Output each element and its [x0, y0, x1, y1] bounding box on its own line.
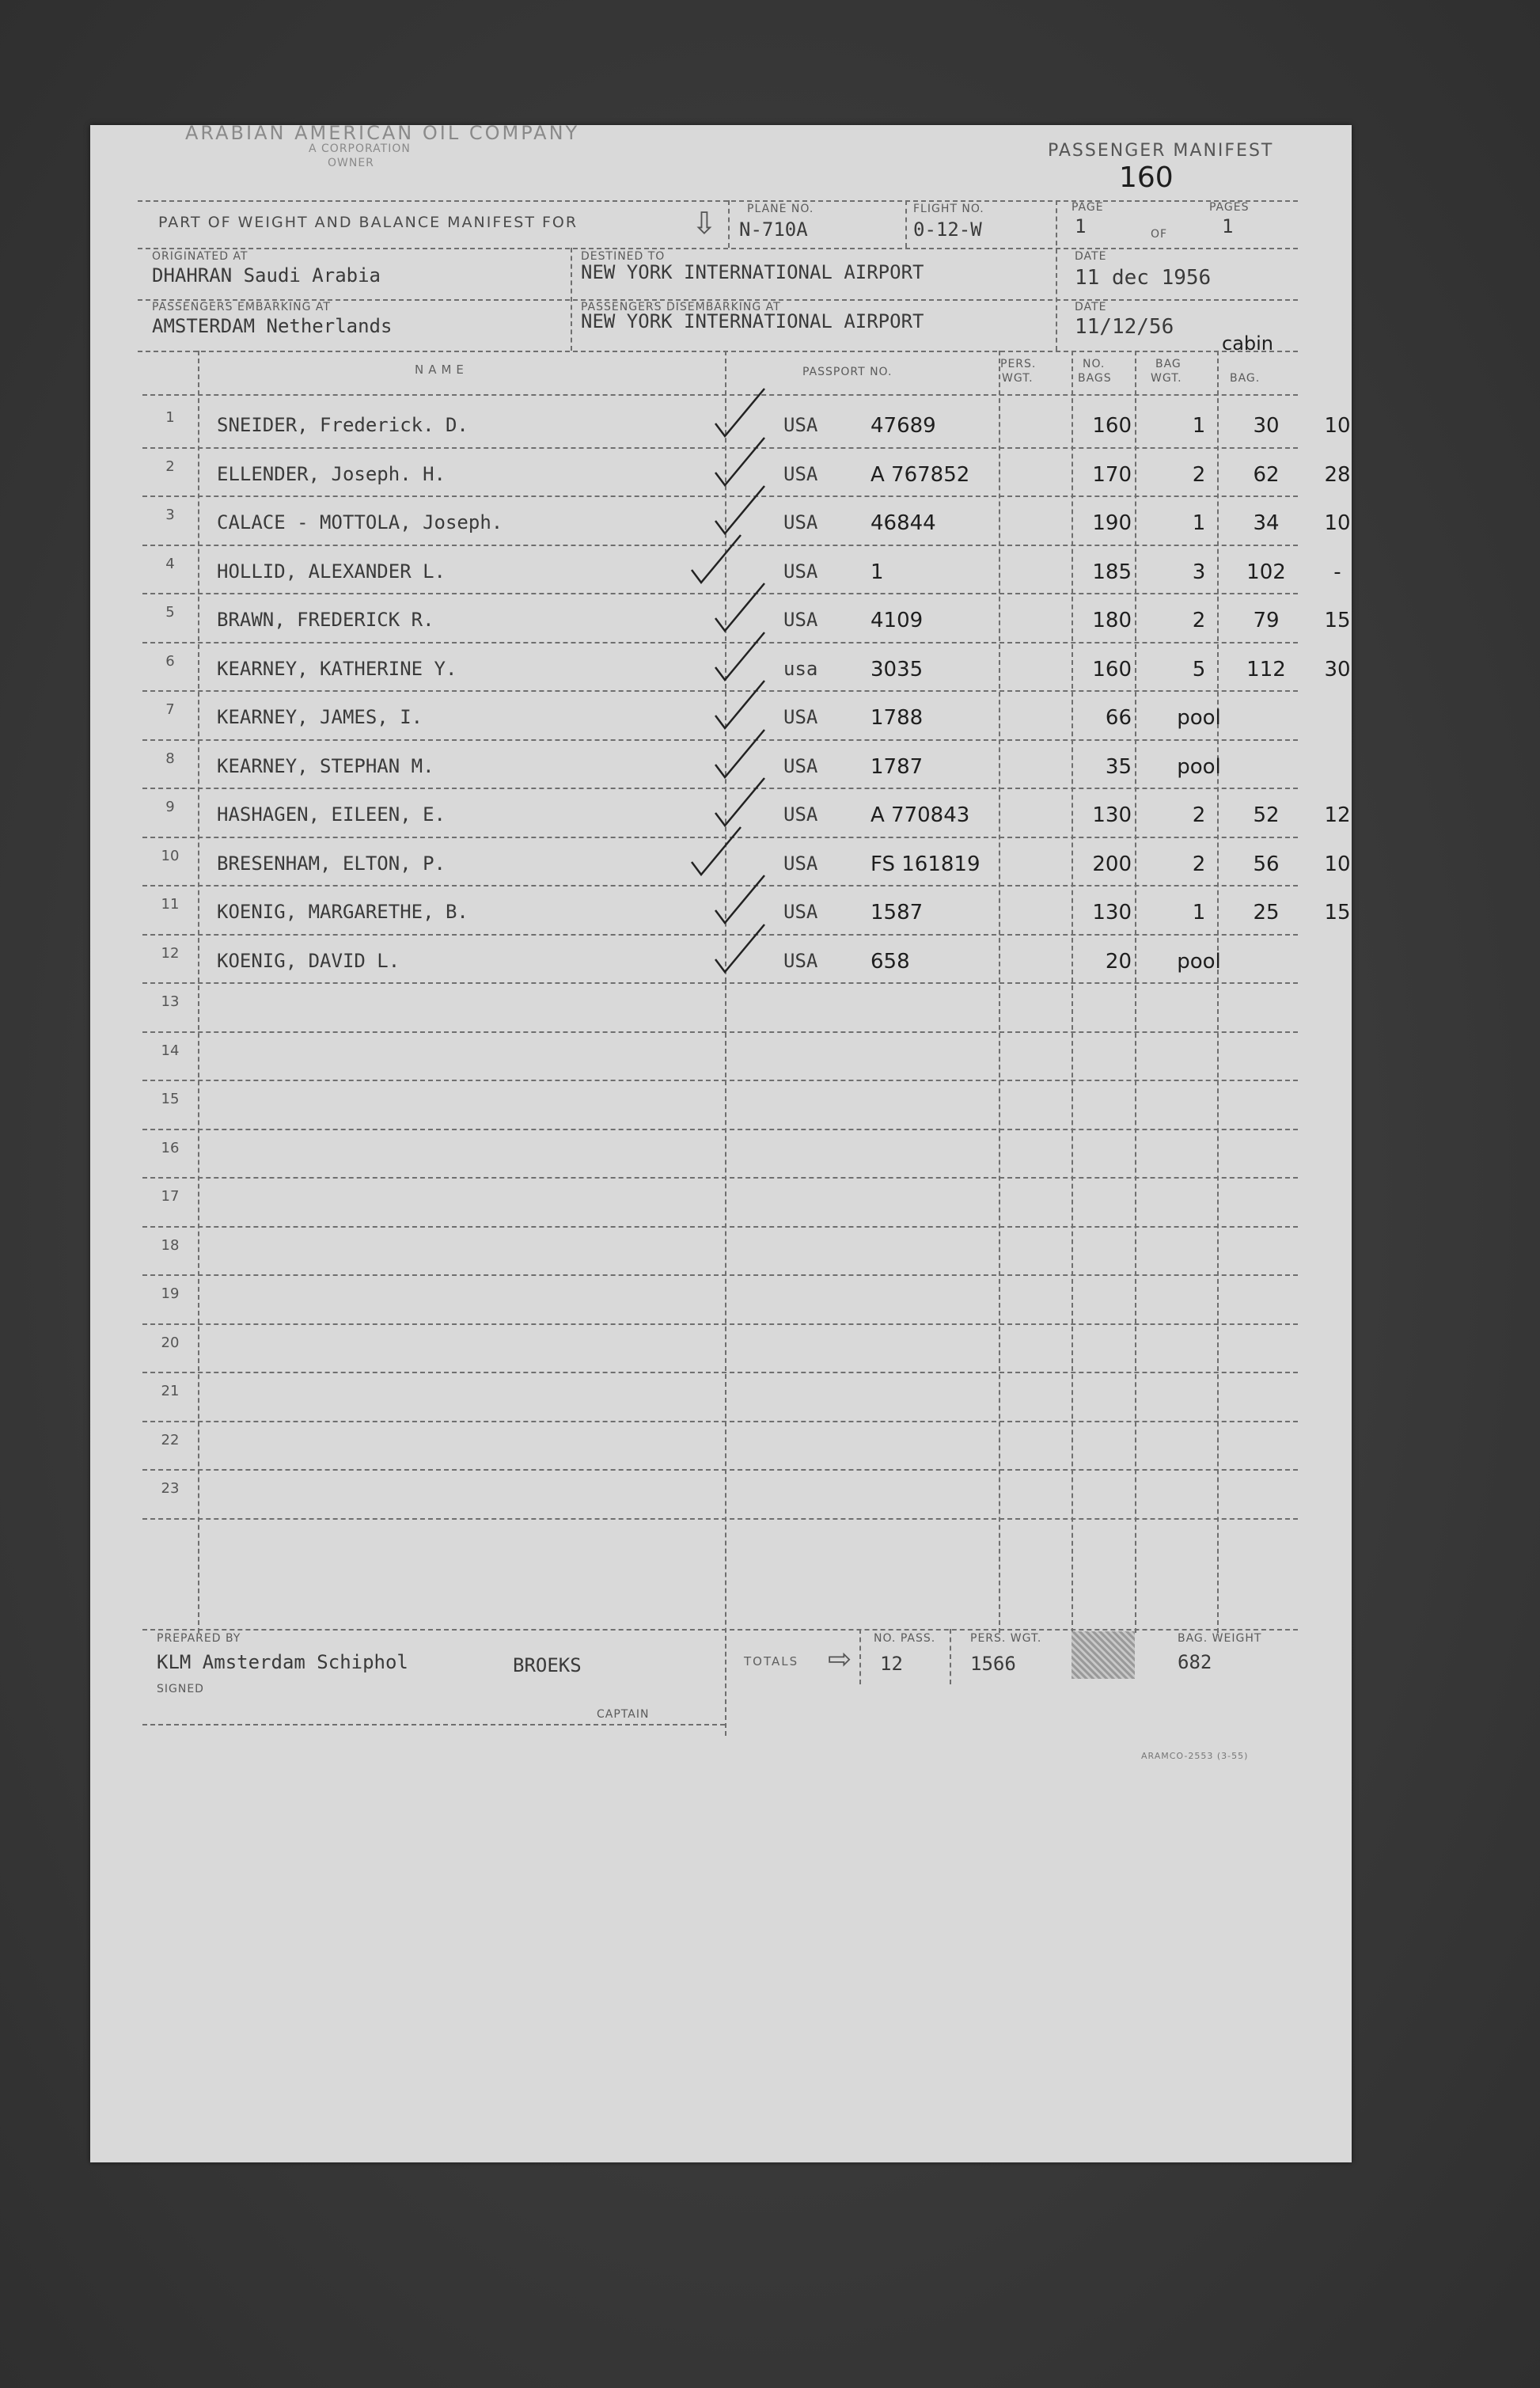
cell-bag-wgt: 25 — [1253, 901, 1280, 924]
cell-bag-wgt: 56 — [1253, 852, 1280, 876]
row-number: 20 — [161, 1334, 180, 1351]
totals-line — [142, 1629, 1298, 1631]
cell-cabin: 30 — [1324, 657, 1351, 681]
cell-passport: A 767852 — [871, 462, 970, 487]
row-number: 15 — [161, 1091, 180, 1107]
cell-bag-wgt: 30 — [1253, 414, 1280, 438]
header-divider — [1056, 200, 1057, 351]
pers-wgt-header-1: PERS. — [1000, 358, 1037, 370]
cell-bags: pool — [1177, 754, 1221, 779]
row-line — [142, 1518, 1298, 1520]
row-number: 11 — [161, 896, 180, 913]
cell-wgt: 20 — [1105, 949, 1132, 974]
cell-bags: 2 — [1192, 803, 1206, 827]
row-number: 2 — [165, 457, 175, 475]
header-line — [138, 248, 1298, 249]
cell-country: USA — [783, 706, 818, 728]
cell-wgt: 170 — [1092, 462, 1132, 487]
cell-name: BRESENHAM, ELTON, P. — [217, 852, 446, 875]
part-of-label: PART OF WEIGHT AND BALANCE MANIFEST FOR — [158, 214, 578, 231]
cell-name: HOLLID, ALEXANDER L. — [217, 560, 446, 583]
table-row — [142, 1274, 1296, 1323]
disembarking-value: NEW YORK INTERNATIONAL AIRPORT — [581, 310, 924, 332]
cell-passport: 1587 — [871, 901, 924, 924]
cell-bags: 1 — [1192, 901, 1206, 924]
row-number: 19 — [161, 1285, 180, 1302]
totals-divider — [950, 1629, 951, 1684]
cell-cabin: - — [1333, 560, 1341, 584]
form-title: PASSENGER MANIFEST — [1048, 141, 1274, 161]
table-row — [142, 1080, 1296, 1129]
cell-wgt: 130 — [1092, 803, 1132, 827]
cell-wgt: 35 — [1105, 754, 1132, 779]
date-value: 11 dec 1956 — [1075, 266, 1212, 290]
cell-bags: 2 — [1192, 609, 1206, 632]
cell-bags: 2 — [1192, 852, 1206, 876]
cell-cabin: 15 — [1324, 609, 1351, 632]
no-pass-value: 12 — [880, 1653, 903, 1675]
agent-name: BROEKS — [513, 1654, 582, 1676]
corporation-label: A CORPORATION — [309, 142, 411, 155]
cell-cabin: 10 — [1324, 852, 1351, 876]
row-number: 22 — [161, 1431, 180, 1448]
pages-label: PAGES — [1209, 201, 1250, 214]
cell-wgt: 66 — [1105, 706, 1132, 730]
cell-cabin: 28 — [1324, 462, 1351, 487]
cell-cabin: 10 — [1324, 414, 1351, 438]
cell-wgt: 160 — [1092, 414, 1132, 438]
cell-name: BRAWN, FREDERICK R. — [217, 609, 434, 631]
checkmark-icon — [712, 923, 768, 980]
cell-name: CALACE - MOTTOLA, Joseph. — [217, 511, 503, 533]
table-row — [142, 1372, 1296, 1421]
cell-bag-wgt: 62 — [1253, 462, 1280, 487]
cell-wgt: 130 — [1092, 901, 1132, 924]
totals-label: TOTALS — [744, 1654, 799, 1669]
row-number: 12 — [161, 944, 180, 962]
cell-bag-wgt: 34 — [1253, 511, 1280, 535]
cell-name: ELLENDER, Joseph. H. — [217, 462, 446, 485]
cell-passport: 1788 — [871, 706, 924, 730]
cell-name: KOENIG, DAVID L. — [217, 949, 400, 972]
cell-country: USA — [783, 901, 818, 923]
row-number: 1 — [165, 409, 175, 426]
row-number: 21 — [161, 1383, 180, 1399]
bag-wgt-header-2: WGT. — [1151, 372, 1182, 385]
flight-label: FLIGHT NO. — [913, 203, 984, 215]
passport-column-header: PASSPORT NO. — [802, 366, 893, 378]
header-divider — [728, 200, 730, 248]
cell-wgt: 190 — [1092, 511, 1132, 535]
cell-passport: 1787 — [871, 754, 924, 779]
row-number: 18 — [161, 1236, 180, 1254]
table-row — [142, 1469, 1296, 1518]
cell-bags: pool — [1177, 949, 1221, 974]
cell-name: SNEIDER, Frederick. D. — [217, 414, 468, 436]
cell-name: KEARNEY, STEPHAN M. — [217, 754, 434, 777]
destined-label: DESTINED TO — [581, 250, 666, 263]
name-column-header: NAME — [415, 363, 468, 377]
bag-column-header: BAG. — [1230, 372, 1261, 385]
cell-country: USA — [783, 511, 818, 533]
table-row — [142, 1323, 1296, 1372]
pages-count: 1 — [1222, 215, 1234, 237]
row-number: 9 — [165, 799, 175, 815]
cell-wgt: 160 — [1092, 657, 1132, 681]
table-row — [142, 1031, 1296, 1080]
table-row — [142, 1421, 1296, 1470]
cell-cabin: 10 — [1324, 511, 1351, 535]
cell-country: USA — [783, 560, 818, 583]
cell-bag-wgt: 52 — [1253, 803, 1280, 827]
signed-label: SIGNED — [157, 1683, 204, 1695]
pers-wgt-total-value: 1566 — [970, 1653, 1016, 1675]
plane-label: PLANE NO. — [747, 203, 814, 215]
cell-passport: 47689 — [871, 414, 936, 438]
row-number: 16 — [161, 1139, 180, 1156]
cell-bags: 1 — [1192, 414, 1206, 438]
cell-bag-wgt: 102 — [1246, 560, 1286, 584]
cell-country: usa — [783, 657, 818, 680]
cell-bag-wgt: 112 — [1246, 657, 1286, 681]
cell-bags: 1 — [1192, 511, 1206, 535]
cell-wgt: 200 — [1092, 852, 1132, 876]
page-number: 1 — [1075, 215, 1087, 237]
row-number: 23 — [161, 1480, 180, 1497]
page-label: PAGE — [1072, 201, 1104, 214]
cell-passport: FS 161819 — [871, 852, 981, 876]
cell-bags: pool — [1177, 706, 1221, 730]
manifest-number: 160 — [1119, 161, 1174, 194]
cell-bags: 2 — [1192, 462, 1206, 487]
cell-country: USA — [783, 949, 818, 972]
embarking-label: PASSENGERS EMBARKING AT — [152, 301, 331, 313]
cell-name: KEARNEY, JAMES, I. — [217, 706, 423, 728]
embarking-value: AMSTERDAM Netherlands — [152, 315, 393, 337]
cell-name: KEARNEY, KATHERINE Y. — [217, 657, 457, 680]
cell-passport: A 770843 — [871, 803, 970, 827]
cell-passport: 3035 — [871, 657, 924, 681]
table-row — [142, 934, 1296, 983]
totals-arrow-icon: ⇨ — [828, 1643, 852, 1676]
cell-wgt: 180 — [1092, 609, 1132, 632]
disembarking-label: PASSENGERS DISEMBARKING AT — [581, 301, 781, 313]
row-number: 6 — [165, 652, 175, 670]
date2-label: DATE — [1075, 301, 1107, 313]
no-bags-header-1: NO. — [1083, 358, 1106, 370]
table-row — [142, 1226, 1296, 1275]
originated-label: ORIGINATED AT — [152, 250, 248, 263]
row-number: 14 — [161, 1042, 180, 1059]
cell-passport: 46844 — [871, 511, 936, 535]
no-bags-header-2: BAGS — [1078, 372, 1112, 385]
form-code: ARAMCO-2553 (3-55) — [1141, 1751, 1249, 1761]
cell-bags: 5 — [1192, 657, 1206, 681]
cell-name: KOENIG, MARGARETHE, B. — [217, 901, 468, 923]
owner-label: OWNER — [328, 157, 374, 169]
cell-country: USA — [783, 852, 818, 875]
pers-wgt-header-2: WGT. — [1002, 372, 1034, 385]
row-number: 17 — [161, 1188, 180, 1205]
bag-weight-total-label: BAG. WEIGHT — [1178, 1632, 1262, 1645]
signature-line — [142, 1724, 725, 1726]
row-number: 10 — [161, 847, 180, 864]
row-number: 3 — [165, 507, 175, 523]
row-number: 13 — [161, 993, 180, 1010]
cell-country: USA — [783, 462, 818, 485]
prepared-by-label: PREPARED BY — [157, 1632, 241, 1645]
cell-wgt: 185 — [1092, 560, 1132, 584]
destined-value: NEW YORK INTERNATIONAL AIRPORT — [581, 261, 924, 283]
date2-value: 11/12/56 — [1075, 315, 1174, 339]
table-row — [142, 1129, 1296, 1178]
flight-number: 0-12-W — [913, 218, 982, 241]
cell-cabin: 15 — [1324, 901, 1351, 924]
bag-wgt-header-1: BAG — [1155, 358, 1182, 370]
date-label: DATE — [1075, 250, 1107, 263]
cell-passport: 4109 — [871, 609, 924, 632]
company-name: ARABIAN AMERICAN OIL COMPANY — [185, 122, 580, 144]
table-row — [142, 982, 1296, 1031]
arrow-icon: ⇩ — [692, 206, 717, 241]
row-number: 5 — [165, 604, 175, 621]
cabin-header: cabin — [1222, 332, 1274, 355]
cell-country: USA — [783, 754, 818, 777]
cell-cabin: 12 — [1324, 803, 1351, 827]
totals-divider — [859, 1629, 861, 1684]
shaded-box — [1072, 1631, 1135, 1679]
captain-label: CAPTAIN — [597, 1708, 650, 1721]
cell-passport: 1 — [871, 560, 884, 584]
cell-bag-wgt: 79 — [1253, 609, 1280, 632]
header-line — [138, 351, 1298, 352]
header-line — [138, 200, 1298, 202]
of-label: OF — [1151, 228, 1168, 241]
header-divider — [571, 248, 572, 351]
cell-country: USA — [783, 803, 818, 826]
no-pass-label: NO. PASS. — [874, 1632, 936, 1645]
row-number: 8 — [165, 750, 175, 767]
header-divider — [905, 200, 907, 248]
row-number: 7 — [165, 701, 175, 718]
cell-name: HASHAGEN, EILEEN, E. — [217, 803, 446, 826]
prepared-by-value: KLM Amsterdam Schiphol — [157, 1651, 408, 1673]
cell-country: USA — [783, 414, 818, 436]
manifest-sheet — [90, 122, 1352, 2162]
pers-wgt-total-label: PERS. WGT. — [970, 1632, 1042, 1645]
table-row — [142, 1177, 1296, 1226]
row-number: 4 — [165, 555, 175, 572]
cell-country: USA — [783, 609, 818, 631]
cell-bags: 3 — [1192, 560, 1206, 584]
plane-number: N-710A — [739, 218, 808, 241]
cell-passport: 658 — [871, 949, 910, 974]
originated-value: DHAHRAN Saudi Arabia — [152, 264, 381, 287]
bag-weight-total-value: 682 — [1178, 1651, 1212, 1673]
